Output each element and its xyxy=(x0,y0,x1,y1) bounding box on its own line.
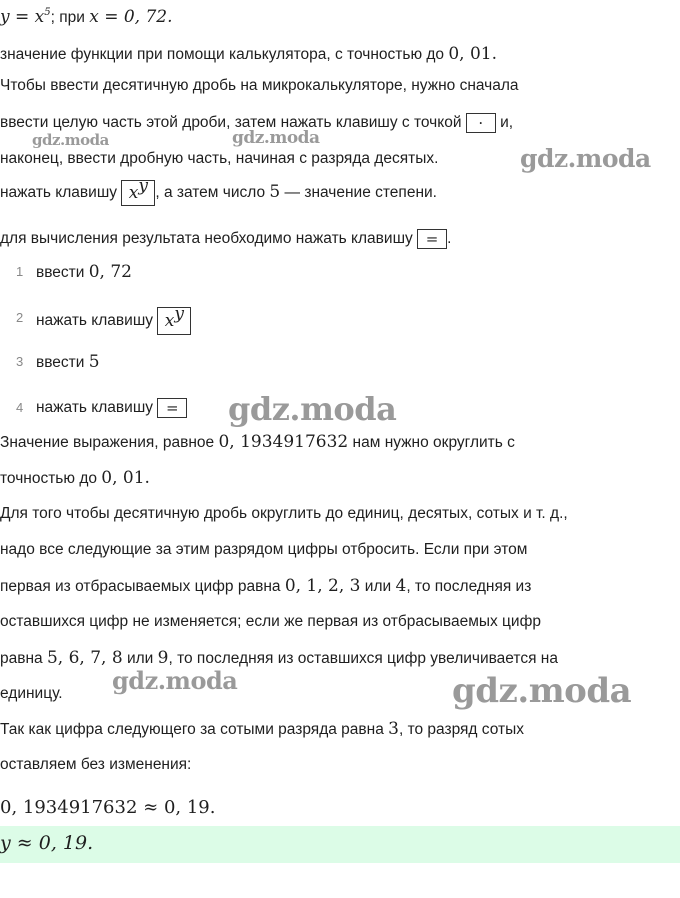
task-text: и, xyxy=(500,114,514,131)
rule-line-5: равна 5, 6, 7, 8 или 9, то последняя из оставшихся цифр увеличивается на xyxy=(0,648,558,668)
task-text: ввести целую часть этой дроби, затем нажать клавишу с точкой xyxy=(0,114,462,131)
step-number: 4 xyxy=(16,400,24,415)
function-expression: $y = x^5$ xyxy=(0,7,51,27)
step-text: ввести 0, 72 xyxy=(36,262,132,282)
step-value: 5 xyxy=(88,352,100,372)
approximation: 0, 1934917632 ≈ 0, 19. xyxy=(0,797,216,818)
rule-line-1: Для того чтобы десятичную дробь округлить до единиц, десятых, сотых и т. д., xyxy=(0,505,568,522)
task-text: ; при xyxy=(50,9,90,26)
step-number: 1 xyxy=(16,264,24,279)
watermark: gdz.moda xyxy=(232,128,320,148)
decimal-point-key: · xyxy=(466,113,496,133)
task-text: для вычисления результата необходимо нажать клавишу xyxy=(0,230,413,247)
step-number: 3 xyxy=(16,354,24,369)
task-line-6 xyxy=(0,176,437,206)
equals-key: = xyxy=(417,229,447,249)
task-text: — значение степени. xyxy=(280,184,437,202)
exponent-number: 5 xyxy=(269,182,281,203)
task-line-7 xyxy=(0,228,451,250)
task-line-5: наконец, ввести дробную часть, начиная с разряда десятых. xyxy=(0,150,439,167)
watermark: gdz.moda xyxy=(228,390,397,428)
task-line-3: Чтобы ввести десятичную дробь на микрокалькуляторе, нужно сначала xyxy=(0,77,519,94)
step-text: ввести 5 xyxy=(36,352,100,372)
rule-line-2: надо все следующие за этим разрядом цифры отбросить. Если при этом xyxy=(0,541,528,558)
result-line-2: точностью до 0, 01. xyxy=(0,468,150,488)
task-text: значение функции при помощи калькулятора, с точностью до xyxy=(0,46,449,63)
equals-key: = xyxy=(157,398,187,418)
result-line-1: Значение выражения, равное 0, 1934917632 нам нужно округлить с xyxy=(0,432,515,452)
conclusion-line-2: оставляем без изменения: xyxy=(0,756,192,773)
conclusion-line-1: Так как цифра следующего за сотыми разряда равна 3, то разряд сотых xyxy=(0,719,524,739)
precision-value: 0, 01. xyxy=(101,468,150,488)
watermark: gdz.moda xyxy=(32,131,109,149)
rule-line-4: оставшихся цифр не изменяется; если же первая из отбрасываемых цифр xyxy=(0,613,541,630)
answer-text: y ≈ 0, 19. xyxy=(0,832,94,854)
step-value: 0, 72 xyxy=(88,262,132,282)
step-number: 2 xyxy=(16,310,24,325)
watermark: gdz.moda xyxy=(452,671,632,711)
power-key: $x^y$ xyxy=(157,307,191,335)
task-line-1 xyxy=(0,6,173,29)
rule-line-3: первая из отбрасываемых цифр равна 0, 1, 2, 3 или 4, то последняя из xyxy=(0,576,532,596)
watermark: gdz.moda xyxy=(520,144,651,173)
precision-value: 0, 01. xyxy=(448,44,498,64)
task-line-2 xyxy=(0,43,497,66)
task-text: нажать клавишу xyxy=(0,184,118,202)
condition: x = 0, 72. xyxy=(89,7,173,27)
rule-line-6: единицу. xyxy=(0,685,63,702)
result-value: 0, 1934917632 xyxy=(218,432,349,452)
power-key: $x^y$ xyxy=(121,180,155,206)
step-text: нажать клавишу $x^y$ xyxy=(36,307,191,335)
answer-box xyxy=(0,826,680,863)
watermark: gdz.moda xyxy=(112,666,238,695)
step-text: нажать клавишу = xyxy=(36,397,187,419)
task-text: , а затем число xyxy=(155,184,270,202)
task-text: . xyxy=(447,230,452,247)
